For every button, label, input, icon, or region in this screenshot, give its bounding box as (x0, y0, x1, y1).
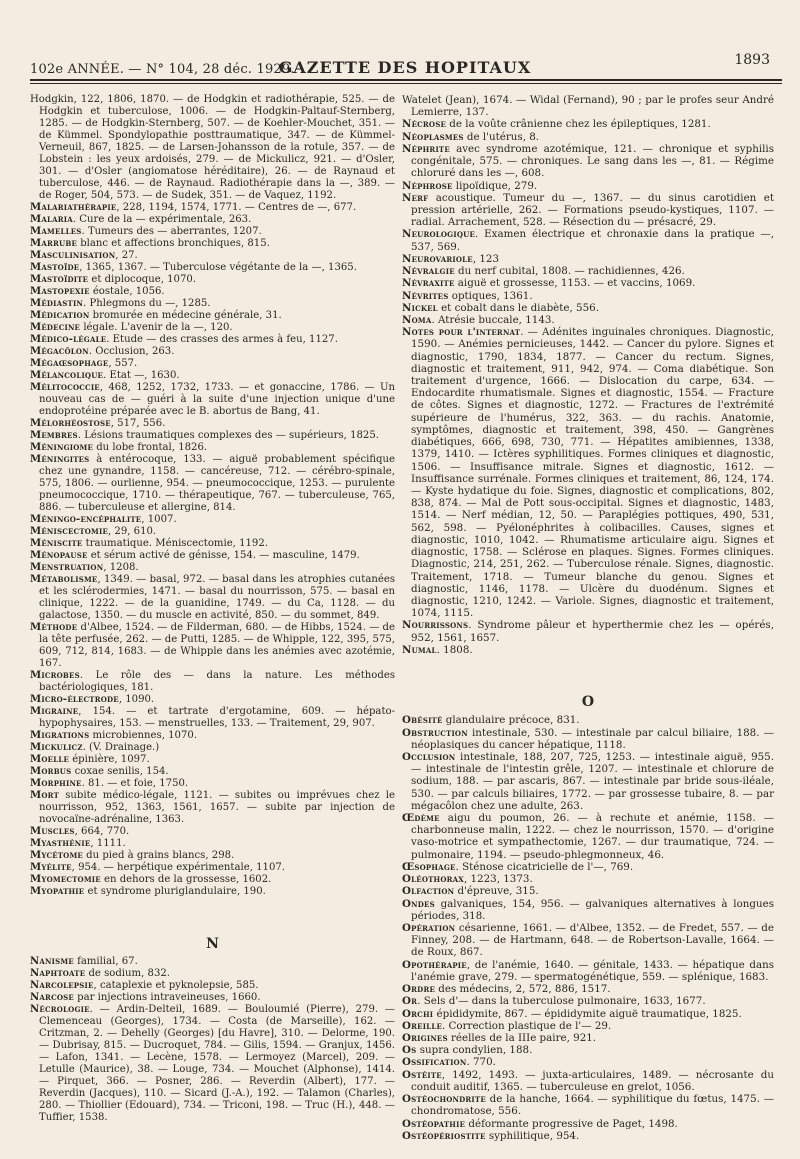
index-entry (402, 302, 774, 314)
entry-text: , 228, 1194, 1574, 1771. — Centres de —, 677. (116, 202, 357, 213)
entry-text: , 29, 610. (107, 526, 157, 537)
index-entry (30, 886, 395, 898)
right-column (402, 94, 774, 1142)
index-entry (402, 1056, 774, 1068)
entry-text: familial, 67. (73, 956, 138, 967)
index-entry (402, 326, 774, 619)
entry-headword: Ostéopathie (402, 1117, 466, 1130)
index-entry (30, 742, 395, 754)
entry-headword: Mort (30, 790, 59, 801)
entry-text: aiguë et grossesse, 1153. — et vaccins, 1069. (454, 277, 696, 290)
entry-text: . Lésions traumatiques complexes des — supérieurs, 1825. (77, 430, 379, 441)
entry-headword: Méthode (30, 622, 78, 633)
entry-text: intestinale, 530. — intestinale par calcul biliaire, 188. — néoplasiques du cancer hépatique, 1118. (411, 726, 774, 751)
index-entry (30, 298, 395, 310)
index-entry (30, 992, 395, 1004)
entry-headword: Os (402, 1044, 417, 1057)
entry-headword: Myopathie (30, 886, 85, 897)
entry-text: de la hanche, 1664. — syphilitique du fœtus, 1475. — chondromatose, 556. (411, 1093, 774, 1118)
entry-text: , 1223, 1373. (463, 873, 533, 886)
index-entry (402, 873, 774, 885)
index-entry (402, 1020, 774, 1032)
index-entry (402, 1044, 774, 1056)
entry-text: , 1492, 1493. — juxta-articulaires, 1489. — nécrosante du conduit auditif, 1365. — tuberculeuse en grelot, 1056. (411, 1068, 774, 1093)
entry-headword: Méningo-encéphalite (30, 514, 142, 525)
entry-headword: Opération (402, 922, 456, 934)
entry-text: déformante progressive de Paget, 1498. (465, 1117, 678, 1130)
entry-headword: Menstruation (30, 562, 104, 573)
entry-headword: Microbes (30, 670, 80, 681)
entry-headword: Néphrite (402, 142, 450, 155)
index-entry (30, 286, 395, 298)
entry-headword: Nourrissons (402, 619, 469, 632)
index-entry (30, 430, 395, 442)
index-entry (30, 694, 395, 706)
entry-text: , 27. (115, 250, 138, 261)
entry-text: césarienne, 1661. — d'Albee, 1352. — de Fredet, 557. — de Finney, 208. — de Hartmann, 648. — de Robertson-Lavalle, 1664. — de Roux, 867. (411, 922, 774, 959)
index-entry (30, 514, 395, 526)
index-entry (30, 730, 395, 742)
page-header (30, 52, 780, 80)
entry-headword: Ossification (402, 1056, 467, 1069)
entry-headword: Médiastin (30, 298, 84, 309)
entry-text: lipoïdique, 279. (452, 179, 538, 192)
entry-headword: Olfaction (402, 885, 455, 898)
entry-text: , 557. (108, 358, 138, 369)
entry-headword: Œsophage (402, 860, 456, 873)
entry-headword: Oléothorax (402, 873, 464, 886)
entry-headword: Métabolisme (30, 574, 98, 585)
entry-text: . Sténose cicatricielle de l'—, 769. (455, 860, 634, 873)
index-entry (30, 250, 395, 262)
index-entry (402, 1069, 774, 1093)
entry-text: , 517, 556. (110, 418, 166, 429)
entry-text: et diplocoque, 1070. (88, 274, 197, 285)
entry-text: supra condylien, 188. (416, 1044, 533, 1057)
entry-headword: Or (402, 995, 418, 1008)
entry-text: . Occlusion, 263. (88, 346, 175, 357)
entry-text: . Sels d'— dans la tuberculose pulmonaire, 1633, 1677. (417, 995, 706, 1008)
entry-text: acoustique. Tumeur du —, 1367. — du sinus carotidien et pression artérielle, 262. — Formations pseudo-kystiques, 1107. — radial. Arrachement, 528. — Résection du — présacré, 29. (411, 191, 774, 229)
entry-text: . Etude — des crasses des armes à feu, 1127. (106, 334, 338, 345)
entry-headword: Médication (30, 310, 90, 321)
entry-text: , 954. — herpétique expérimentale, 1107. (71, 862, 286, 873)
index-entry (30, 526, 395, 538)
index-entry (402, 898, 774, 922)
index-entry (402, 861, 774, 873)
index-entry (402, 959, 774, 983)
entry-text: Watelet (Jean), 1674. — Widal (Fernand), 90 ; par le profes seur André Lemierre, 137. (402, 94, 774, 119)
entry-text: , 1365, 1367. — Tuberculose végétante de la —, 1365. (79, 262, 357, 273)
header-rule-thick (30, 79, 782, 81)
entry-headword: Œdème (402, 812, 440, 825)
entry-headword: Ordre (402, 983, 436, 996)
index-entry (402, 983, 774, 995)
entry-text: glandulaire précoce, 831. (442, 714, 580, 727)
entry-text: , 1349. — basal, 972. — basal dans les atrophies cutanées et les sclérodermies, 1471. — basal du nourrisson, 575. — basal en clinique, 1222. — de la guanidine, 1749. — du Ca, 1128. — du galactose, 1350. — du muscle en activité, 850. — du sommet, 849. (39, 574, 395, 621)
entry-headword: Numal (402, 643, 437, 656)
entry-headword: Méningiome (30, 442, 94, 453)
entry-headword: Obstruction (402, 726, 468, 739)
journal-title: GAZETTE DES HOPITAUX (278, 58, 532, 77)
entry-headword: Néphrose (402, 179, 453, 192)
entry-headword: Méniscectomie (30, 526, 108, 537)
index-entry (30, 262, 395, 274)
entry-text: . Syndrome pâleur et hyperthermie chez les — opérés, 952, 1561, 1657. (411, 619, 774, 644)
entry-text: . Cure de la — expérimentale, 263. (72, 214, 252, 225)
entry-headword: Ménopause (30, 550, 88, 561)
index-entry (402, 1130, 774, 1142)
index-entry (402, 143, 774, 180)
index-entry (30, 778, 395, 790)
entry-text: , 468, 1252, 1732, 1733. — et gonaccine, 1786. — Un nouveau cas de — guéri à la suite d'une injection unique d'une endoprotéine préparée avec le B. abortus de Bang, 41. (39, 382, 395, 417)
index-entry (402, 727, 774, 751)
entry-text: par injections intraveineuses, 1660. (73, 992, 261, 1003)
entry-text: traumatique. Méniscectomie, 1192. (82, 538, 268, 549)
entry-headword: Méningites (30, 454, 90, 465)
entry-headword: Mégaœsophage (30, 358, 109, 369)
index-entry (402, 714, 774, 726)
entry-headword: Membres (30, 430, 78, 441)
entry-text: , 1090. (118, 694, 155, 705)
index-entry (30, 574, 395, 622)
entry-text: optiques, 1361. (448, 289, 533, 302)
index-entry (402, 192, 774, 229)
entry-headword: Narcose (30, 992, 74, 1003)
index-entry (30, 670, 395, 694)
entry-headword: Médico-légale (30, 334, 107, 345)
issue-info: 102e ANNÉE. — N° 104, 28 déc. 1929. (30, 62, 295, 77)
index-entry (30, 862, 395, 874)
index-entry (30, 274, 395, 286)
entry-text: . Etat —, 1630. (103, 370, 180, 381)
entry-headword: Médecine (30, 322, 81, 333)
entry-headword: Ostéopériostite (402, 1129, 486, 1142)
entry-headword: Mastoïde (30, 262, 80, 273)
index-list-n (30, 956, 395, 1124)
index-entry (402, 314, 774, 326)
section-letter-n: N (206, 936, 219, 952)
index-entry (402, 265, 774, 277)
index-entry (30, 442, 395, 454)
index-entry (30, 382, 395, 418)
entry-headword: Névraxite (402, 277, 455, 290)
entry-text: avec syndrome azotémique, 121. — chronique et syphilis congénitale, 575. — chroniques. Le sang dans les —, 81. — Régime chloruré dans les —, 608. (411, 142, 774, 180)
index-entry (402, 1008, 774, 1020)
entry-headword: Nécrologie (30, 1004, 90, 1015)
entry-text: coxae senilis, 154. (71, 766, 169, 777)
index-entry (30, 310, 395, 322)
index-list-n-cont (402, 94, 774, 656)
index-entry (30, 562, 395, 574)
entry-text: des médecins, 2, 572, 886, 1517. (435, 983, 611, 996)
entry-headword: Muscles (30, 826, 75, 837)
entry-headword: Mégacôlon (30, 346, 89, 357)
entry-text: du nerf cubital, 1808. — rachidiennes, 426. (454, 265, 685, 278)
entry-headword: Migraine (30, 706, 79, 717)
entry-text: aigu du poumon, 26. — à rechute et anémie, 1158. — charbonneuse malin, 1222. — chez le nourrisson, 1570. — d'origine vaso-motrice et sympathectomie, 1267. — dur traumatique, 724. — pulmonaire, 1194. — pseudo-phlegmonneux, 46. (411, 812, 774, 861)
entry-headword: Mamelles (30, 226, 82, 237)
index-entry (30, 622, 395, 670)
entry-text: syphilitique, 954. (485, 1129, 580, 1142)
entry-text: . 1808. (436, 643, 473, 656)
entry-text: blanc et affections bronchiques, 815. (77, 238, 270, 249)
entry-text: . Atrésie buccale, 1143. (431, 313, 555, 326)
entry-headword: Mélancolique (30, 370, 104, 381)
entry-headword: Nerf (402, 191, 429, 204)
entry-text: du pied à grains blancs, 298. (82, 850, 235, 861)
index-entry (30, 1004, 395, 1124)
index-list-o (402, 714, 774, 1142)
entry-headword: Ondes (402, 897, 435, 910)
entry-headword: Myomectomie (30, 874, 101, 885)
index-entry (402, 619, 774, 643)
entry-text: et cobalt dans le diabète, 556. (437, 301, 599, 314)
entry-text: réelles de la IIIe paire, 921. (447, 1031, 597, 1044)
index-entry (30, 202, 395, 214)
entry-headword: Mastopexie (30, 286, 90, 297)
entry-headword: Moelle (30, 754, 69, 765)
entry-headword: Opothérapie (402, 958, 467, 971)
entry-headword: Myasthénie (30, 838, 91, 849)
entry-text: . Phlegmons du —, 1285. (83, 298, 211, 309)
entry-headword: Orchi (402, 1007, 434, 1020)
index-entry (30, 334, 395, 346)
index-entry (402, 1032, 774, 1044)
entry-text: du lobe frontal, 1826. (93, 442, 208, 453)
index-entry (30, 418, 395, 430)
entry-text: d'épreuve, 315. (454, 885, 539, 898)
entry-headword: Malariathérapie (30, 202, 117, 213)
index-entry (30, 370, 395, 382)
index-entry (30, 238, 395, 250)
index-entry (402, 228, 774, 252)
entry-headword: Mastoïdite (30, 274, 89, 285)
index-entry (402, 1093, 774, 1117)
entry-text: , de l'anémie, 1640. — génitale, 1433. — hépatique dans l'anémie grave, 279. — spermatogénétique, 559. — splénique, 1683. (411, 958, 774, 983)
index-entry (402, 812, 774, 861)
index-entry (30, 322, 395, 334)
entry-headword: Oreille (402, 1019, 442, 1032)
entry-text: . 770. (466, 1056, 496, 1069)
entry-text: légale. L'avenir de la —, 120. (80, 322, 233, 333)
entry-text: . — Ardin-Delteil, 1689. — Bouloumié (Pierre), 279. — Clemenceau (Georges), 1734. — Costa (de Marseille), 162. — Critzman, 2. — Dehelly (Georges) [du Havre], 310. — Delorme, 190. — Dubrisay, 815. — Ducroquet, 784. — Gilis, 1594. — Granjux, 1456. — Lafon, 1341. — Lecène, 1578. — Lermoyez (Marcel), 209. — Letulle (Maurice), 38. — Louge, 734. — Mouchet (Alphonse), 1414. — Pirquet, 366. — Posner, 286. — Reverdin (Albert), 177. — Reverdin (Jacques), 110. — Sicard (J.-A.), 192. — Talamon (Charles), 280. — Thiollier (Edouard), 734. — Triconi, 198. — Truc (H.), 448. — Tuffier, 1538. (39, 1004, 395, 1123)
entry-text: , cataplexie et pyknolepsie, 585. (93, 980, 259, 991)
section-letter-o: O (581, 694, 595, 711)
entry-headword: Morphine (30, 778, 82, 789)
entry-text: . — Adénites inguinales chroniques. Diagnostic, 1590. — Anémies pernicieuses, 1442. — Cancer du pylore. Signes et diagnostic, 1790, 1834, 1877. — Cancer du rectum. Signes, diagnostic et traitement, 911, 942, 974. — Coma diabétique. Son traitement d'urgence, 1666. — Dislocation du carpe, 634. — Endocardite rhumatismale. Signes et diagnostic, 1554. — Fracture de côtes. Signes et diagnostic, 1272. — Fractures de l'extrémité supérieure de l'humérus, 322, 363. — du rachis. Anatomie, symptômes, diagnostic et traitement, 398, 450. — Gangrènes diabétiques, 666, 698, 730, 771. — Hépatites amibiennes, 1338, 1379, 1410. — Ictères syphilitiques. Formes cliniques et diagnostic, 1506. — Insuffisance mitrale. Signes et diagnostic, 1612. — Insuffisance surrénale. Formes cliniques et traitement, 86, 124, 174. — Kyste hydatique du foie. Signes, diagnostic et complications, 802, 838, 874. — Mal de Pott sous-occipital. Signes et diagnostic, 1483, 1514. — Nerf médian, 12, 50. — Paraplégies pottiques, 490, 531, 562, 598. — Pyélonéphrites à colibacilles. Causes, signes et diagnostic, 1010, 1042. — Rhumatisme articulaire aigu. Signes et diagnostic, 1758. — Sclérose en plaques. Signes. Formes cliniques. Diagnostic, 214, 251, 262. — Tuberculose rénale. Signes, diagnostic. Traitement, 1718. — Tumeur blanche du genou. Signes et diagnostic, 1146, 1178. — Ulcère du duodénum. Signes et diagnostic, 1210, 1242. — Variole. Signes, diagnostic et traitement, 1074, 1115. (411, 326, 774, 620)
entry-headword: Micro-électrode (30, 694, 119, 705)
entry-text: de la voûte crânienne chez les épileptiques, 1281. (446, 118, 711, 131)
entry-headword: Morbus (30, 766, 72, 777)
index-entry (30, 874, 395, 886)
index-entry (30, 706, 395, 730)
index-entry (30, 850, 395, 862)
entry-headword: Naphtoate (30, 968, 86, 979)
entry-text: d'Albee, 1524. — de Filderman, 680. — de Hibbs, 1524. — de la tête perfusée, 262. — de Putti, 1285. — de Whipple, 122, 395, 575, 609, 712, 814, 1683. — de Whipple dans les anémies avec azotémie, 167. (39, 622, 395, 669)
entry-text: bromurée en médecine générale, 31. (89, 310, 282, 321)
index-entry (30, 826, 395, 838)
entry-text: , 1208. (103, 562, 139, 573)
entry-headword: Ostéite (402, 1068, 442, 1081)
entry-headword: Mélitococcie (30, 382, 100, 393)
index-entry (30, 454, 395, 514)
header-rule-thin (30, 83, 782, 84)
entry-text: et sérum activé de génisse, 154. — masculine, 1479. (87, 550, 360, 561)
entry-text: . Tumeurs des — aberrantes, 1207. (81, 226, 262, 237)
index-entry (402, 118, 774, 130)
entry-headword: Narcolepsie (30, 980, 94, 991)
index-entry (402, 131, 774, 143)
index-entry (30, 956, 395, 968)
index-entry (30, 550, 395, 562)
index-entry (402, 253, 774, 265)
entry-headword: Notes pour l'internat (402, 326, 521, 339)
index-entry (402, 94, 774, 118)
index-list-m (30, 94, 395, 898)
index-entry (402, 751, 774, 812)
entry-headword: Migrations (30, 730, 90, 741)
entry-headword: Ostéochondrite (402, 1093, 486, 1106)
entry-text: de l'utérus, 8. (463, 130, 540, 143)
entry-text: , 1007. (141, 514, 177, 525)
entry-headword: Méniscite (30, 538, 83, 549)
entry-text: de sodium, 832. (85, 968, 170, 979)
entry-headword: Mickulicz (30, 742, 83, 753)
index-entry (30, 790, 395, 826)
entry-text: . (V. Drainage.) (82, 742, 160, 753)
index-entry (402, 995, 774, 1007)
entry-text: , 664, 770. (74, 826, 130, 837)
entry-headword: Obésité (402, 714, 443, 727)
entry-headword: Mélorhéostose (30, 418, 111, 429)
index-entry (30, 838, 395, 850)
index-entry (30, 346, 395, 358)
entry-text: subite médico-légale, 1121. — subites ou imprévues chez le nourrisson, 952, 1363, 1561, 1657. — subite par injection de novocaïne-adrénaline, 1363. (39, 790, 395, 825)
entry-headword: Malaria (30, 214, 73, 225)
entry-text: intestinale, 188, 207, 725, 1253. — intestinale aiguë, 955. — intestinale de l'intestin grêle, 1207. — intestinale et chlorure de sodium, 188. — par ascaris, 867. — intestinale par bride sous-iléale, 530. — par calculs biliaires, 1772. — par grossesse tubaire, 8. — par mégacôlon chez une adulte, 263. (411, 750, 774, 812)
entry-text: galvaniques, 154, 956. — galvaniques alternatives à longues périodes, 318. (411, 897, 774, 922)
entry-text: et syndrome pluriglandulaire, 190. (84, 886, 266, 897)
index-entry (30, 214, 395, 226)
entry-text: . Correction plastique de l'— 29. (441, 1019, 612, 1032)
index-entry (402, 277, 774, 289)
index-entry (30, 980, 395, 992)
index-entry (402, 180, 774, 192)
index-entry (30, 754, 395, 766)
index-entry (30, 226, 395, 238)
index-entry (402, 644, 774, 656)
index-entry (30, 538, 395, 550)
entry-headword: Névralgie (402, 265, 455, 278)
entry-text: épididymite, 867. — épididymite aiguë traumatique, 1825. (433, 1007, 742, 1020)
entry-headword: Origines (402, 1031, 448, 1044)
entry-headword: Masculinisation (30, 250, 116, 261)
entry-text: , 1111. (90, 838, 126, 849)
entry-headword: Marrube (30, 238, 77, 249)
entry-text: microbiennes, 1070. (89, 730, 198, 741)
entry-headword: Nécrose (402, 118, 447, 131)
entry-headword: Néoplasmes (402, 130, 464, 143)
entry-text: , 154. — et tartrate d'ergotamine, 609. — hépato-hypophysaires, 153. — menstruelles, 133. — Traitement, 29, 907. (39, 706, 395, 729)
entry-headword: Mycétome (30, 850, 83, 861)
index-entry (30, 358, 395, 370)
entry-headword: Nanisme (30, 956, 74, 967)
index-entry (402, 885, 774, 897)
entry-headword: Noma (402, 313, 432, 326)
entry-text: Hodgkin, 122, 1806, 1870. — de Hodgkin et radiothérapie, 525. — de Hodgkin et tuberculose, 1006. — de Hodgkin-Paltauf-Sternberg, 1285. — de Hodgkin-Sternberg, 507. — de Koehler-Mouchet, 351. — de Kümmel. Spondylopathie posttraumatique, 347. — de Kümmel-Verneuil, 867, 1825. — de Larsen-Johansson de la rotule, 357. — de Lobstein : les yeux ardoisés, 279. — de Mickulicz, 921. — d'Osler, 301. — d'Osler (angiomatose héréditaire), 26. — de Raynaud et tuberculose, 446. — de Raynaud. Radiothérapie dans la —, 389. — de Roger, 504, 573. — de Sudek, 351. — de Vaquez, 1192. (30, 94, 395, 201)
index-entry (402, 1118, 774, 1130)
entry-text: en dehors de la grossesse, 1602. (100, 874, 272, 885)
index-entry (402, 290, 774, 302)
entry-headword: Myélite (30, 862, 72, 873)
entry-headword: Névrites (402, 289, 449, 302)
entry-headword: Neurologique (402, 228, 475, 241)
entry-headword: Neurovariole (402, 252, 473, 265)
page-number: 1893 (734, 52, 770, 68)
entry-headword: Nickel (402, 301, 438, 314)
entry-text: à entérocoque, 133. — aiguë probablement spécifique chez une gynandre, 1158. — cancéreuse, 712. — cérébro-spinale, 575, 1806. — ourlienne, 954. — pneumococcique, 1253. — purulente pneumococcique, 1710. — thérapeutique, 767. — tuberculeuse, 765, 886. — tuberculeuse et allergine, 814. (39, 454, 395, 513)
index-entry (402, 922, 774, 959)
entry-text: épinière, 1097. (69, 754, 150, 765)
index-entry (30, 766, 395, 778)
entry-text: , 123 (472, 252, 500, 265)
index-entry (30, 94, 395, 202)
entry-text: . 81. — et foie, 1750. (81, 778, 189, 789)
index-entry (30, 968, 395, 980)
entry-text: éostale, 1056. (89, 286, 165, 297)
entry-text: . Examen électrique et chronaxie dans la pratique —, 537, 569. (411, 228, 774, 253)
entry-text: . Le rôle des — dans la nature. Les méthodes bactériologiques, 181. (39, 670, 395, 693)
entry-headword: Occlusion (402, 750, 456, 763)
left-column (30, 94, 395, 1124)
